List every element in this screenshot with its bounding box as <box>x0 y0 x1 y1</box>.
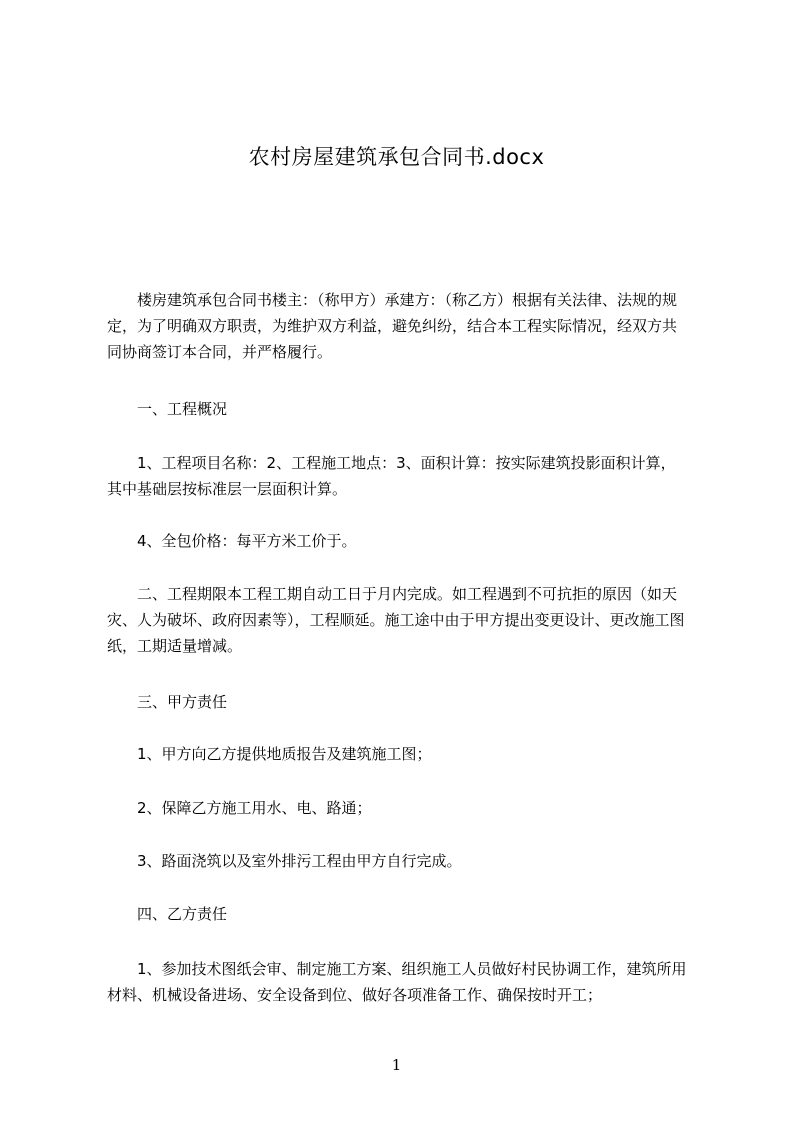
party-a-item-3: 3、路面浇筑以及室外排污工程由甲方自行完成。 <box>137 852 462 870</box>
section-heading-project-overview: 一、工程概况 <box>137 400 228 418</box>
section-heading-party-b: 四、乙方责任 <box>137 905 228 923</box>
document-title: 农村房屋建筑承包合同书.docx <box>248 145 545 169</box>
project-details-paragraph: 1、工程项目名称：2、工程施工地点：3、面积计算：按实际建筑投影面积计算，其中基础层按标准层一层面积计算。 <box>107 454 676 498</box>
party-b-item-1: 1、参加技术图纸会审、制定施工方案、组织施工人员做好村民协调工作，建筑所用材料、机械设备进场、安全设备到位、做好各项准备工作、确保按时开工； <box>107 960 687 1004</box>
section-heading-party-a: 三、甲方责任 <box>137 693 228 711</box>
price-paragraph: 4、全包价格：每平方米工价于。 <box>137 532 357 550</box>
party-a-item-2: 2、保障乙方施工用水、电、路通； <box>137 799 372 817</box>
schedule-paragraph: 二、工程期限本工程工期自动工日于月内完成。如工程遇到不可抗拒的原因（如天灾、人为破坏、政府因素等），工程顺延。施工途中由于甲方提出变更设计、更改施工图纸，工期适量增减。 <box>107 585 685 655</box>
page-number: 1 <box>391 1056 402 1074</box>
intro-paragraph: 楼房建筑承包合同书楼主：（称甲方）承建方：（称乙方）根据有关法律、法规的规定，为了明确双方职责，为维护双方利益，避免纠纷，结合本工程实际情况，经双方共同协商签订本合同，并严格履行。 <box>107 291 678 361</box>
party-a-item-1: 1、甲方向乙方提供地质报告及建筑施工图； <box>137 745 432 763</box>
